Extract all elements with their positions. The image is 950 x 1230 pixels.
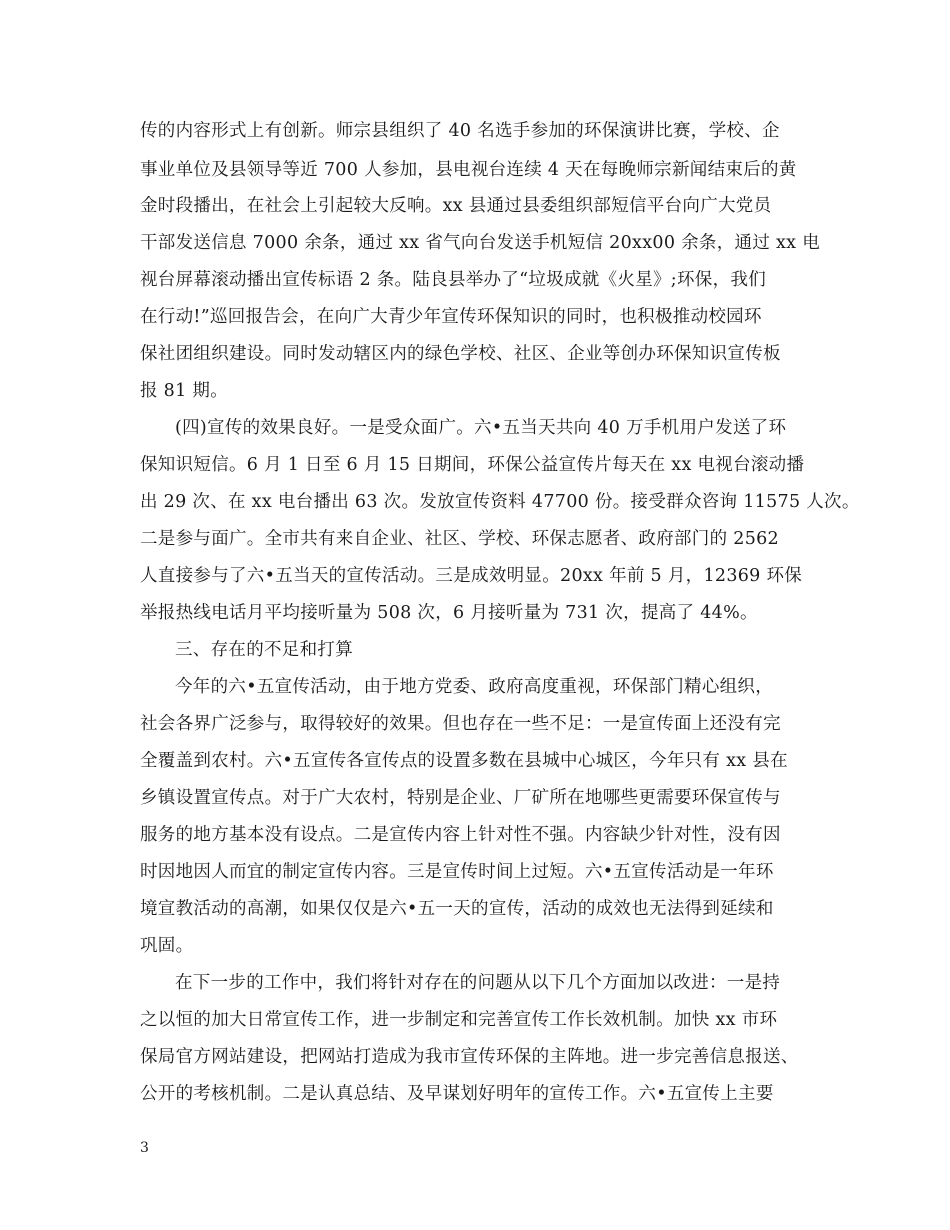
text-line: 金时段播出，在社会上引起较大反响。xx 县通过县委组织部短信平台向广大党员 [140,196,772,216]
text-line: 乡镇设置宣传点。对于广大农村，特别是企业、厂矿所在地哪些更需要环保宣传与 [140,788,781,808]
text-line: 公开的考核机制。二是认真总结、及早谋划好明年的宣传工作。六•五宣传上主要 [140,1084,774,1104]
text-line: 传的内容形式上有创新。师宗县组织了 40 名选手参加的环保演讲比赛，学校、企 [140,121,780,141]
text-line: 出 29 次、在 xx 电台播出 63 次。发放宣传资料 47700 份。接受群众咨询 11575 人次。 [140,492,860,512]
text-line: 二是参与面广。全市共有来自企业、社区、学校、环保志愿者、政府部门的 2562 [140,529,779,549]
text-line: 社会各界广泛参与，取得较好的效果。但也存在一些不足：一是宣传面上还没有完 [140,714,781,734]
text-line: 报 81 期。 [140,381,228,401]
text-line: 在行动!”巡回报告会，在向广大青少年宣传环保知识的同时，也积极推动校园环 [140,307,762,327]
text-line: 人直接参与了六•五当天的宣传活动。三是成效明显。20xx 年前 5 月，12369 环保 [140,566,803,586]
text-line: 服务的地方基本没有设点。二是宣传内容上针对性不强。内容缺少针对性，没有因 [140,825,781,845]
text-line: 保社团组织建设。同时发动辖区内的绿色学校、社区、企业等创办环保知识宣传板 [140,344,781,364]
page-number: 3 [140,1140,149,1156]
text-line: 举报热线电话月平均接听量为 508 次，6 月接听量为 731 次，提高了 44%。 [140,603,758,623]
section-heading: 三、存在的不足和打算 [175,640,353,660]
text-line: 时因地因人而宜的制定宣传内容。三是宣传时间上过短。六•五宣传活动是一年环 [140,862,774,882]
text-line: 干部发送信息 7000 余条，通过 xx 省气向台发送手机短信 20xx00 余条，通过 xx 电 [140,233,820,253]
text-line: 保知识短信。6 月 1 日至 6 月 15 日期间，环保公益宣传片每天在 xx 电视台滚动播 [140,455,805,475]
text-line: 事业单位及县领导等近 700 人参加，县电视台连续 4 天在每晚师宗新闻结束后的黄 [140,160,797,180]
text-line: 全覆盖到农村。六•五宣传各宣传点的设置多数在县城中心城区，今年只有 xx 县在 [140,751,788,771]
text-line: 视台屏幕滚动播出宣传标语 2 条。陆良县举办了“垃圾成就《火星》;环保，我们 [140,270,766,290]
text-line: 境宣教活动的高潮，如果仅仅是六•五一天的宣传，活动的成效也无法得到延续和 [140,899,774,919]
text-line: 今年的六•五宣传活动，由于地方党委、政府高度重视，环保部门精心组织， [175,677,774,697]
text-line: 在下一步的工作中，我们将针对存在的问题从以下几个方面加以改进：一是持 [175,973,781,993]
text-line: 之以恒的加大日常宣传工作，进一步制定和完善宣传工作长效机制。加快 xx 市环 [140,1010,778,1030]
text-line: (四)宣传的效果良好。一是受众面广。六•五当天共向 40 万手机用户发送了环 [175,418,787,438]
text-line: 保局官方网站建设，把网站打造成为我市宣传环保的主阵地。进一步完善信息报送、 [140,1047,799,1067]
text-line: 巩固。 [140,936,194,956]
